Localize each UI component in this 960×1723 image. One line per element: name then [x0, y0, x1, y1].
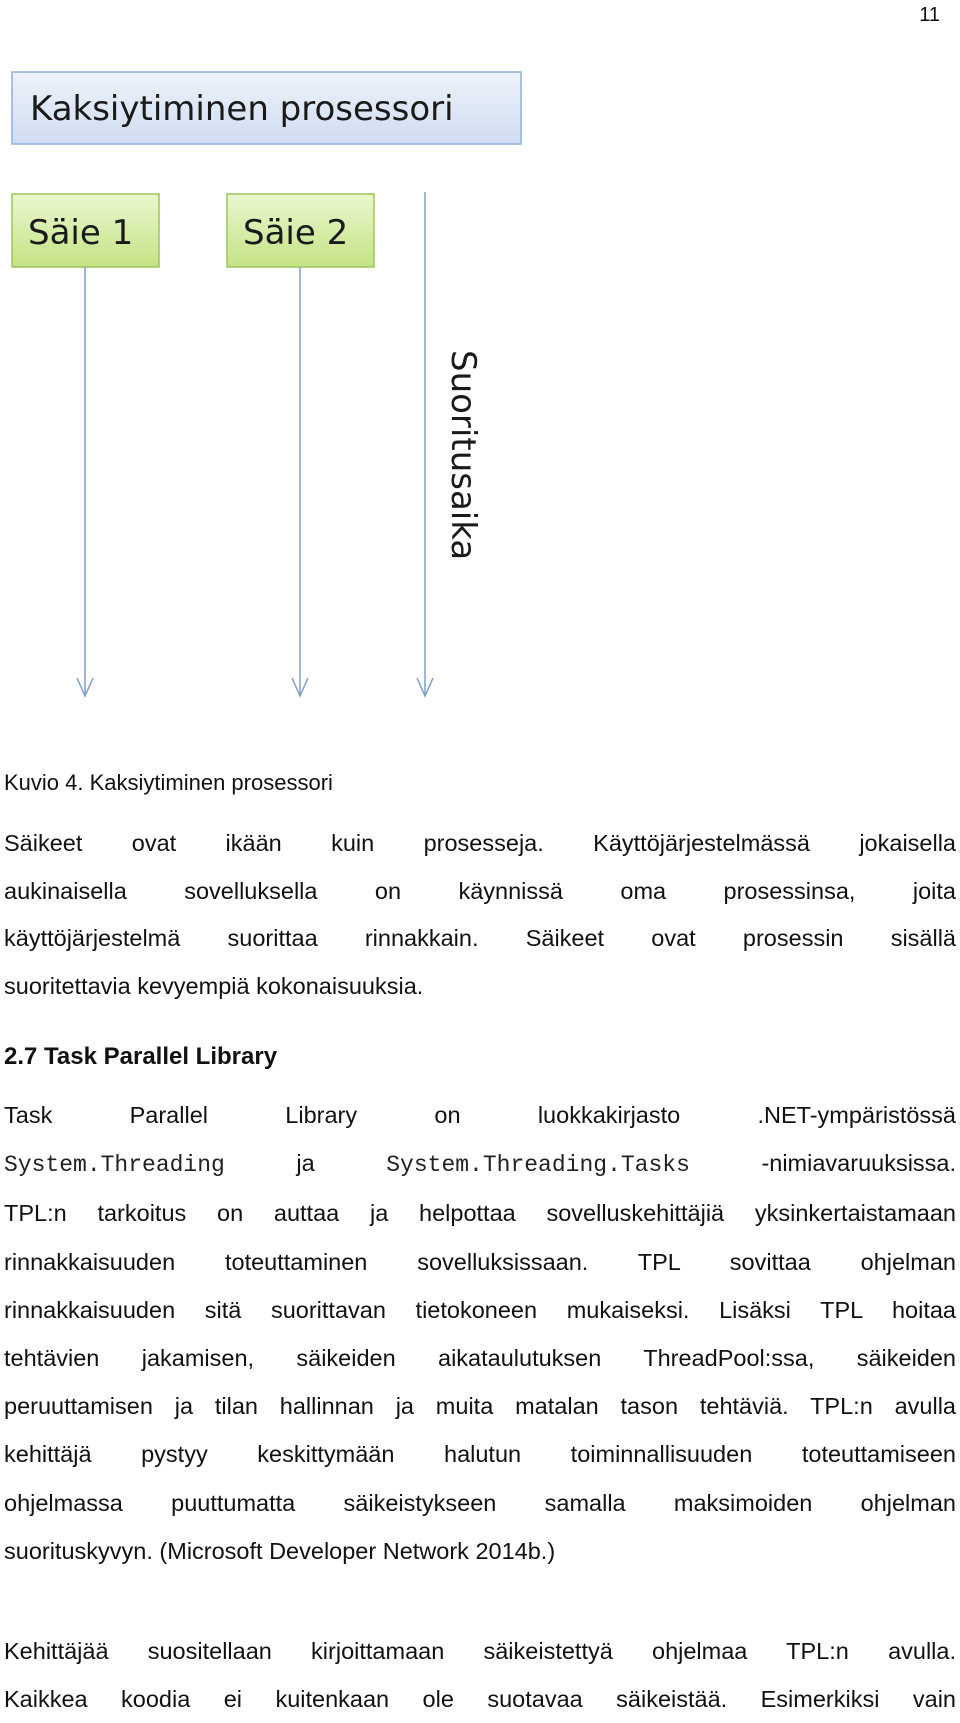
dual-core-diagram — [0, 60, 540, 710]
text-line: rinnakkaisuuden sitä suorittavan tietokoneen mukaiseksi. Lisäksi TPL hoitaa — [4, 1296, 956, 1323]
figure-caption: Kuvio 4. Kaksiytiminen prosessori — [4, 770, 333, 795]
thread-1-label: Säie 1 — [28, 213, 134, 253]
arrow-thread-2 — [292, 267, 308, 696]
text-line: tehtävien jakamisen, säikeiden aikataulutuksen ThreadPool:ssa, säikeiden — [4, 1345, 956, 1372]
text-line: Task Parallel Library on luokkakirjasto .NET-ympäristössä — [4, 1102, 956, 1128]
text-line: suorituskyvyn. (Microsoft Developer Network 2014b.) — [4, 1537, 556, 1564]
code-namespace: System.Threading — [4, 1152, 225, 1179]
title-box — [12, 72, 521, 144]
text-line: aukinaisella sovelluksella on käynnissä oma prosessinsa, joita — [4, 877, 956, 904]
thread-1-box — [12, 194, 159, 267]
text-line-with-code — [4, 1139, 956, 1189]
paragraph-recommendation — [4, 1627, 956, 1723]
paragraph-threads — [4, 820, 956, 1010]
text-line: TPL:n tarkoitus on auttaa ja helpottaa sovelluskehittäjiä yksinkertaistamaan — [4, 1200, 956, 1227]
text-line: kehittäjä pystyy keskittymään halutun toiminnallisuuden toteuttamiseen — [4, 1441, 956, 1468]
text-line: peruuttamisen ja tilan hallinnan ja muita matalan tason tehtäviä. TPL:n avulla — [4, 1393, 956, 1420]
text-line: rinnakkaisuuden toteuttaminen sovelluksissaan. TPL sovittaa ohjelman — [4, 1248, 956, 1275]
text-line: käyttöjärjestelmä suorittaa rinnakkain. Säikeet ovat prosessin sisällä — [4, 925, 956, 951]
code-namespace: System.Threading.Tasks — [386, 1152, 690, 1179]
paragraph-tpl — [4, 1091, 956, 1575]
namespace-suffix: -nimiavaruuksissa. — [761, 1150, 957, 1177]
conjunction: ja — [296, 1150, 315, 1177]
text-line: Kaikkea koodia ei kuitenkaan ole suotavaa säikeistää. Esimerkiksi vain — [4, 1686, 956, 1712]
arrow-thread-1 — [77, 267, 93, 696]
page-number: 11 — [919, 4, 940, 26]
arrow-time — [417, 192, 433, 696]
text-line: ohjelmassa puuttumatta säikeistykseen samalla maksimoiden ohjelman — [4, 1489, 956, 1516]
section-heading: 2.7 Task Parallel Library — [4, 1043, 278, 1070]
text-line: Kehittäjää suositellaan kirjoittamaan säikeistettyä ohjelmaa TPL:n avulla. — [4, 1638, 956, 1664]
figure-title: Kaksiytiminen prosessori — [30, 89, 454, 129]
time-label: Suoritusaika — [443, 350, 483, 561]
text-line: Säikeet ovat ikään kuin prosesseja. Käyttöjärjestelmässä jokaisella — [4, 830, 956, 856]
thread-2-label: Säie 2 — [243, 213, 349, 253]
thread-2-box — [227, 194, 374, 267]
text-line: suoritettavia kevyempiä kokonaisuuksia. — [4, 972, 424, 999]
